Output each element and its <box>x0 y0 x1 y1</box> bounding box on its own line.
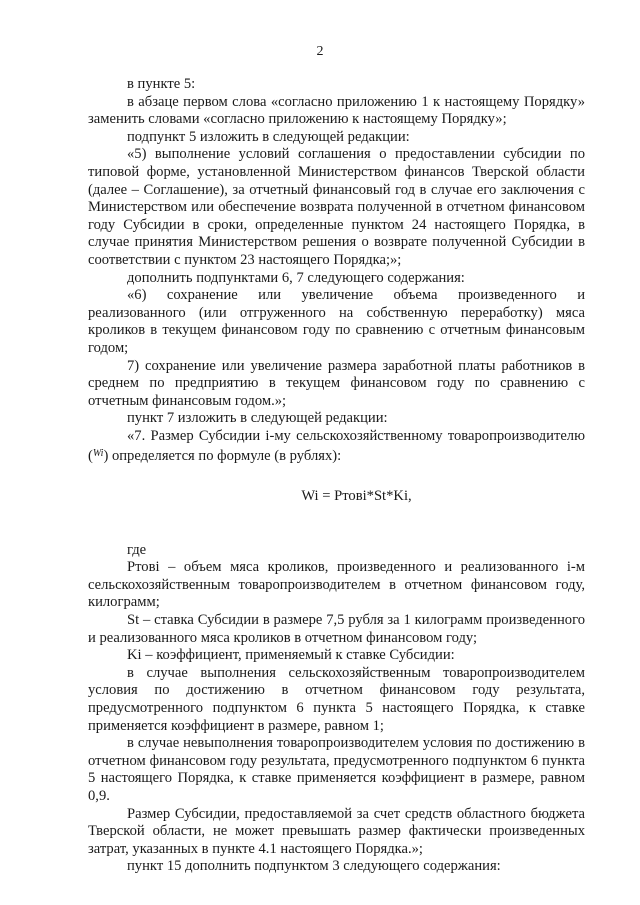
paragraph: «6) сохранение или увеличение объема произведенного и реализованного (или отгруженного на собственную переработку) мяса кроликов в текущем финансовом году по сравнению с отчетным финансовым годом; <box>88 287 585 356</box>
paragraph: в случае выполнения сельскохозяйственным товаропроизводителем условия по достижению в отчетном финансовом году результата, предусмотренного подпунктом 6 пункта 5 настоящего Порядка, к ставке применяется коэффициент в размере, равном 1; <box>88 664 585 734</box>
paragraph: пункт 7 изложить в следующей редакции: <box>127 410 388 427</box>
paragraph: Ki – коэффициент, применяемый к ставке Субсидии: <box>127 647 455 664</box>
paragraph: дополнить подпунктами 6, 7 следующего содержания: <box>127 269 465 286</box>
paragraph: подпункт 5 изложить в следующей редакции: <box>127 128 410 145</box>
paragraph: St – ставка Субсидии в размере 7,5 рубля за 1 килограмм произведенного и реализованного мяса кроликов в отчетном финансовом году; <box>88 612 585 646</box>
paragraph: где <box>127 541 147 558</box>
paragraph-7-rest: ) определяется по формуле (в рублях): <box>103 448 342 465</box>
paragraph: пункт 15 дополнить подпунктом 3 следующего содержания: <box>127 858 501 875</box>
wi-symbol: Wi <box>92 448 104 460</box>
paragraph: в случае невыполнения товаропроизводителем условия по достижению в отчетном финансовом году результата, предусмотренного подпунктом 6 пункта 5 настоящего Порядка, к ставке применяется коэффициент в размере, равном 0,9. <box>88 735 585 804</box>
paragraph: Ртовi – объем мяса кроликов, произведенного и реализованного i-м сельскохозяйственным товаропроизводителем в отчетном финансовом году, килограмм; <box>88 559 585 611</box>
paragraph-7-intro <box>88 428 585 466</box>
formula-text: Wi = Ртовi*St*Ki, <box>301 488 412 505</box>
paragraph: в пункте 5: <box>127 76 196 92</box>
paragraph: в абзаце первом слова «согласно приложению 1 к настоящему Порядку» заменить словами «согласно приложению к настоящему Порядку»; <box>88 93 585 128</box>
document-body <box>88 76 585 876</box>
paragraph-7-open: ( <box>88 448 93 465</box>
paragraph: «5) выполнение условий соглашения о предоставлении субсидии по типовой форме, установленной Министерством финансов Тверской области (далее – Соглашение), за отчетный финансовый год в случае его заключения с Министерством или обеспечение возврата полученной в отчетном финансовом году Субсидии в сроки, определенные пунктом 24 настоящего Порядка, в случае принятия Министерством решения о возврате полученной Субсидии в соответствии с пунктом 23 настоящего Порядка;»; <box>88 146 585 268</box>
formula <box>88 488 585 506</box>
paragraph-7-line: «7. Размер Субсидии i-му сельскохозяйственному товаропроизводителю <box>127 427 585 444</box>
paragraph: 7) сохранение или увеличение размера заработной платы работников в среднем по предприятию в текущем финансовом году по сравнению с отчетным финансовым годом.»; <box>88 357 585 409</box>
paragraph: Размер Субсидии, предоставляемой за счет средств областного бюджета Тверской области, не может превышать размер фактически произведенных затрат, указанных в пункте 4.1 настоящего Порядка.»; <box>88 805 585 857</box>
page-number: 2 <box>316 44 324 59</box>
